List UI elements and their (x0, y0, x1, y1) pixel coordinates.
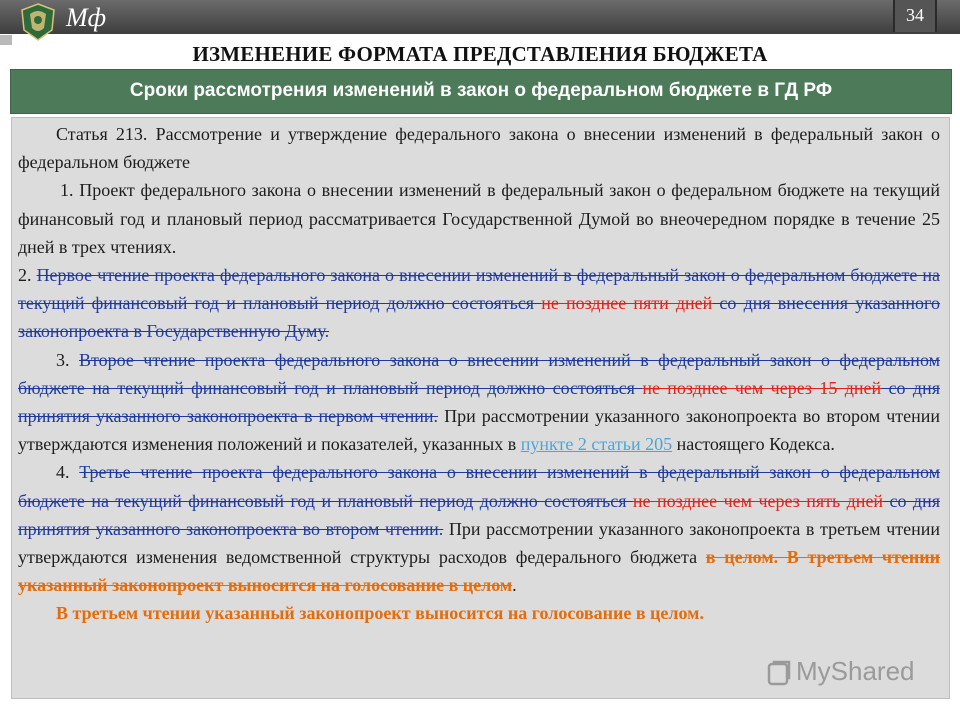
paragraph-2-struck-text: Первое чтение проекта федерального закона о внесении изменений в федеральный закон о федеральном бюджете на текущий финансовый год и плановый период должно состояться (18, 265, 940, 314)
paragraph-2-struck-deadline: не позднее пяти дней (541, 293, 713, 314)
page-number-box (893, 0, 937, 32)
paragraph-4-end: . (512, 575, 517, 596)
slide-title: ИЗМЕНЕНИЕ ФОРМАТА ПРЕДСТАВЛЕНИЯ БЮДЖЕТА (192, 42, 768, 66)
emblem-logo (18, 2, 58, 42)
paragraph-3-struck-deadline: не позднее чем через 15 дней (642, 377, 882, 398)
paragraph-3-struck-text-end: со дня принятия указанного законопроекта в первом чтении. (18, 377, 940, 427)
paragraph-4-struck-deadline: не позднее чем через пять дней (632, 490, 884, 511)
paragraph-3-number: 3. (56, 349, 79, 370)
paragraph-4-struck-text-end: со дня принятия указанного законопроекта во втором чтении. (18, 490, 940, 539)
paragraph-4 (18, 458, 940, 599)
paragraph-4-number: 4. (56, 462, 80, 483)
paragraph-4-text: При рассмотрении указанного законопроекта в третьем чтении утверждаются изменения ведомственной структуры расходов федерального бюджета (18, 518, 941, 568)
paragraph-3-end: настоящего Кодекса. (672, 434, 835, 455)
paragraph-4-struck-orange: в целом. В третьем чтении указанный законопроект выносится на голосование в целом (18, 547, 941, 596)
myshared-watermark: MyShared (796, 656, 915, 686)
paragraph-3-struck-text: Второе чтение проекта федерального закона о внесении изменений в федеральный закон о федеральном бюджете на текущий финансовый год и плановый период должно состояться (18, 349, 940, 398)
paragraph-5-new-text: В третьем чтении указанный законопроект выносится на голосование в целом. (56, 603, 704, 624)
subtitle-banner-text: Сроки рассмотрения изменений в закон о федеральном бюджете в ГД РФ (129, 80, 833, 101)
paragraph-2 (18, 261, 940, 346)
article-heading: Статья 213. Рассмотрение и утверждение федерального закона о внесении изменений в федеральный закон о федеральном бюджете (18, 124, 940, 173)
paragraph-5 (18, 599, 940, 627)
myshared-icon (767, 660, 791, 686)
paragraph-4-struck-text: Третье чтение проекта федерального закона о внесении изменений в федеральный закон о федеральном бюджете на текущий финансовый год и плановый период должно состояться (18, 462, 941, 511)
page-number: 34 (906, 5, 924, 25)
subtitle-banner (10, 69, 952, 114)
paragraph-3 (18, 346, 940, 459)
paragraph-2-number: 2. (18, 265, 37, 286)
paragraph-3-text: При рассмотрении указанного законопроекта во втором чтении утверждаются изменения положений и показателей, указанных в (18, 406, 940, 455)
article-205-link[interactable]: пункте 2 статьи 205 (520, 434, 673, 455)
top-bar (0, 0, 960, 34)
brand-text: Мф (66, 3, 107, 32)
law-text (18, 120, 940, 628)
paragraph-1: 1. Проект федерального закона о внесении изменений в федеральный закон о федеральном бюджете на текущий финансовый год и плановый период рассматривается Государственной Думой во внеочередном порядке в течение 25 дней в трех чтениях. (18, 180, 940, 257)
paragraph-2-struck-text-end: со дня внесения указанного законопроекта в Государственную Думу. (18, 293, 940, 342)
